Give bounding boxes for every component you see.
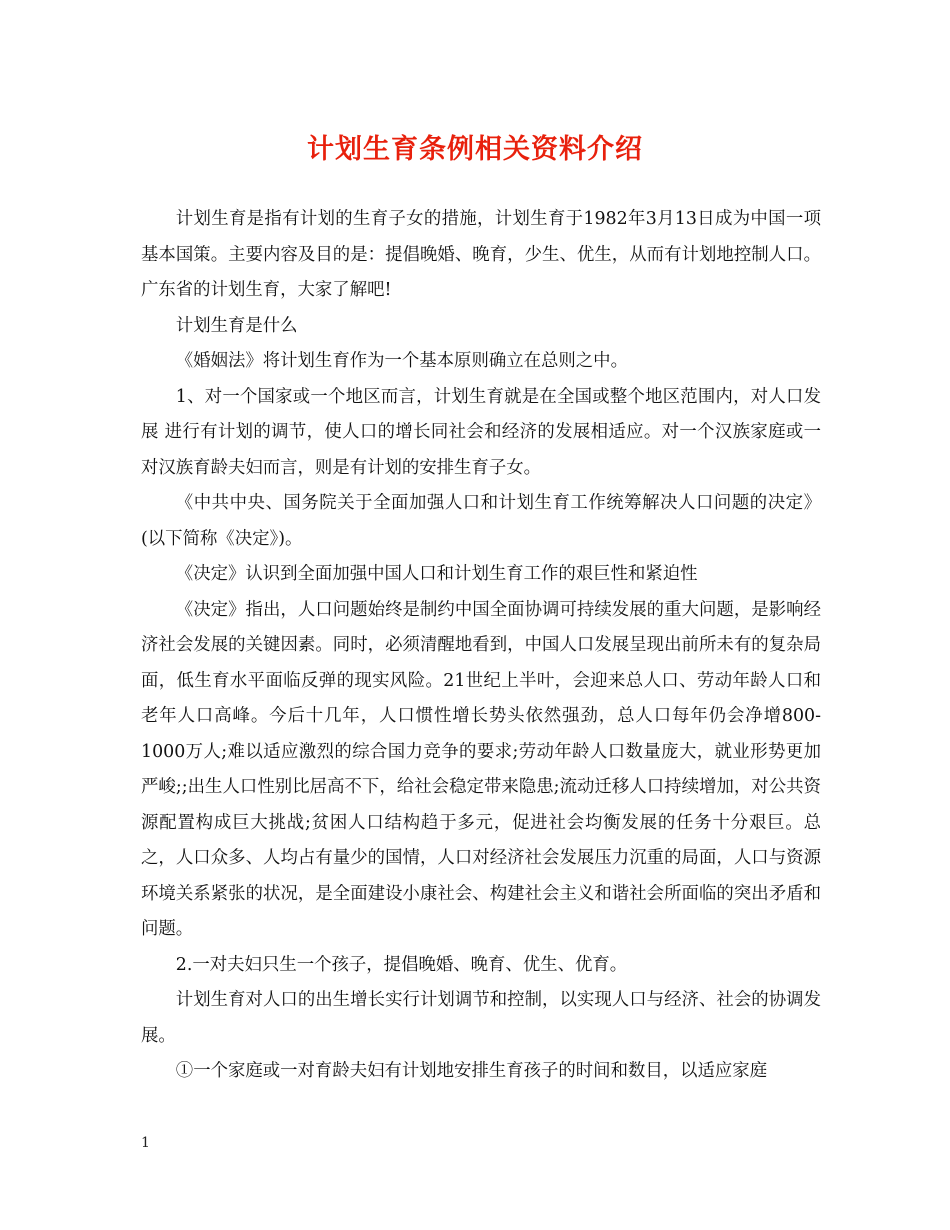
paragraph-point-2: 2.一对夫妇只生一个孩子，提倡晚婚、晚育、优生、优育。	[175, 954, 628, 975]
paragraph-decision-details: 《决定》指出，人口问题始终是制约中国全面协调可持续发展的重大问题，是影响经济社会发展的关键因素。同时，必须清醒地看到，中国人口发展呈现出前所未有的复杂局面，低生育水平面临反弹的现实风险。21世纪上半叶，会迎来总人口、劳动年龄人口和老年人口高峰。今后十几年，人口惯性增长势头依然强劲，总人口每年仍会净增800-1000万人;难以适应激烈的综合国力竞争的要求;劳动年龄人口数量庞大，就业形势更加严峻;;出生人口性别比居高不下，给社会稳定带来隐患;流动迁移人口持续增加，对公共资源配置构成巨大挑战;贫困人口结构趋于多元，促进社会均衡发展的任务十分艰巨。总之，人口众多、人均占有量少的国情，人口对经济社会发展压力沉重的局面，人口与资源环境关系紧张的状况，是全面建设小康社会、构建社会主义和谐社会所面临的突出矛盾和问题。	[141, 599, 821, 939]
paragraph-marriage-law: 《婚姻法》将计划生育作为一个基本原则确立在总则之中。	[175, 351, 628, 371]
paragraph-decision-recognition: 《决定》认识到全面加强中国人口和计划生育工作的艰巨性和紧迫性	[175, 564, 698, 584]
paragraph-point-1: 1、对一个国家或一个地区而言，计划生育就是在全国或整个地区范围内，对人口发展 进行有计划的调节，使人口的增长同社会和经济的发展相适应。对一个汉族家庭或一对汉族育龄夫妇而言，则是有计划的安排生育子女。	[141, 386, 821, 478]
page-number: 1	[141, 1135, 150, 1151]
paragraph-circled-1: ①一个家庭或一对育龄夫妇有计划地安排生育孩子的时间和数目，以适应家庭	[175, 1061, 768, 1081]
paragraph-intro: 计划生育是指有计划的生育子女的措施，计划生育于1982年3月13日成为中国一项基本国策。主要内容及目的是：提倡晚婚、晚育，少生、优生，从而有计划地控制人口。广东省的计划生育，大家了解吧!	[141, 209, 821, 300]
document-body	[141, 202, 821, 1090]
document-title: 计划生育条例相关资料介绍	[307, 134, 643, 165]
paragraph-heading-what-is: 计划生育是什么	[175, 315, 298, 336]
paragraph-regulation: 计划生育对人口的出生增长实行计划调节和控制，以实现人口与经济、社会的协调发展。	[141, 990, 821, 1046]
paragraph-decision-title: 《中共中央、国务院关于全面加强人口和计划生育工作统筹解决人口问题的决定》(以下简称《决定》)。	[141, 493, 821, 549]
